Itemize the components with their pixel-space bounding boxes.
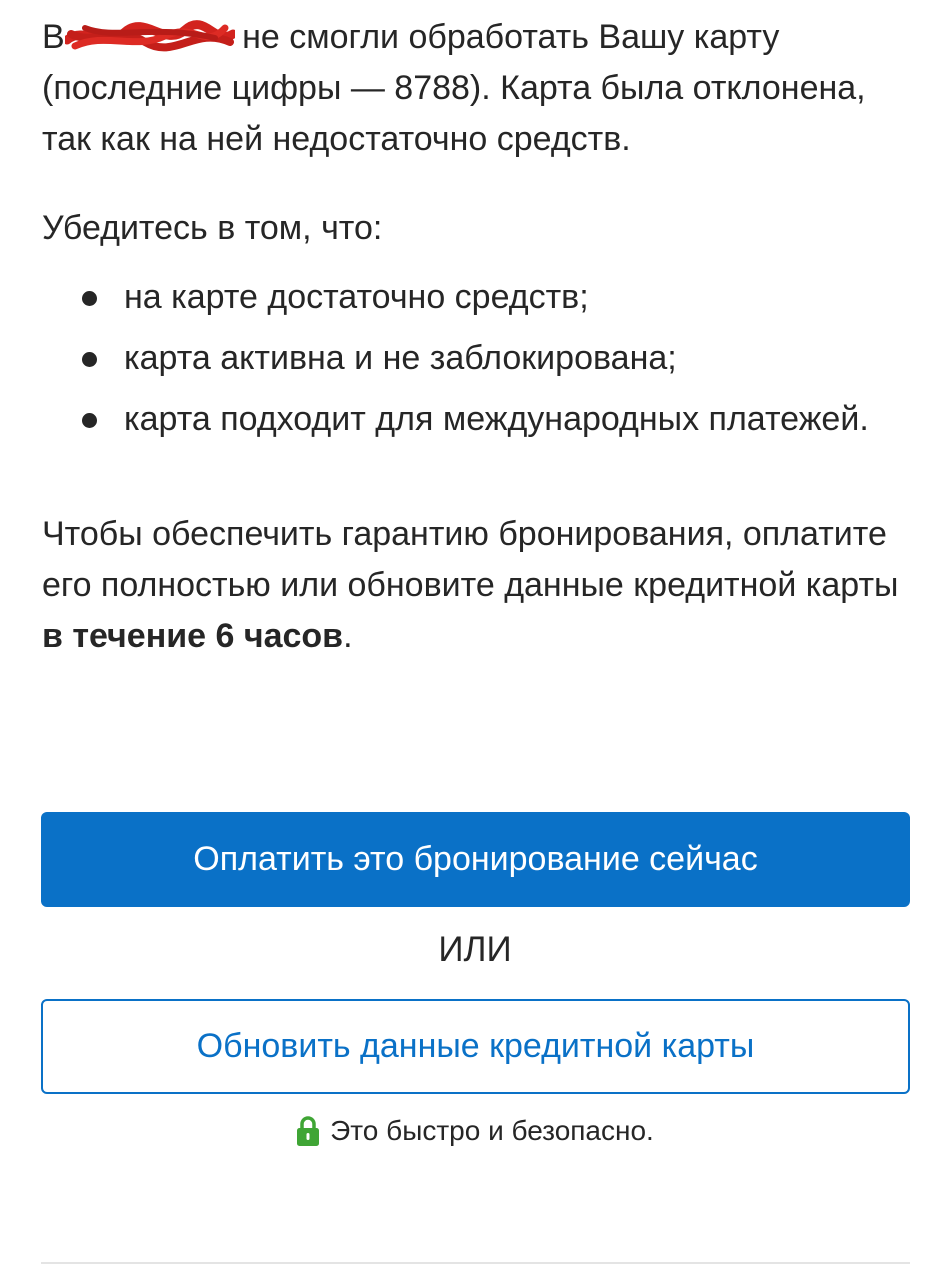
message-body xyxy=(42,10,910,662)
list-item-text: карта подходит для международных платежей. xyxy=(124,400,869,438)
decline-message xyxy=(42,12,910,165)
divider xyxy=(41,1262,910,1264)
guarantee-end: . xyxy=(343,617,353,655)
list-item xyxy=(42,394,910,445)
update-card-button[interactable]: Обновить данные кредитной карты xyxy=(41,999,910,1094)
or-separator: ИЛИ xyxy=(438,930,512,969)
list-item-text: карта активна и не заблокирована; xyxy=(124,339,677,377)
checklist xyxy=(42,272,910,445)
lock-icon xyxy=(296,1115,320,1147)
bullet-icon xyxy=(82,413,97,428)
list-item xyxy=(42,272,910,323)
guarantee-message xyxy=(42,509,910,662)
list-item xyxy=(42,333,910,384)
intro-rest: не смогли обработать Вашу карту (последние цифры — 8788). Карта была отклонена, так как на ней недостаточно средств. xyxy=(42,18,866,158)
secure-note xyxy=(0,1115,950,1147)
secure-note-text: Это быстро и безопасно. xyxy=(330,1115,654,1146)
deadline-text: в течение 6 часов xyxy=(42,617,344,655)
bullet-icon xyxy=(82,352,97,367)
list-item-text: на карте достаточно средств; xyxy=(124,278,589,316)
redaction-scribble xyxy=(65,20,233,54)
checklist-lead: Убедитесь в том, что: xyxy=(42,209,383,247)
pay-now-button[interactable]: Оплатить это бронирование сейчас xyxy=(41,812,910,907)
bullet-icon xyxy=(82,291,97,306)
guarantee-text: Чтобы обеспечить гарантию бронирования, оплатите его полностью или обновите данные кредитной карты xyxy=(42,515,899,604)
intro-start: В xyxy=(42,18,65,56)
